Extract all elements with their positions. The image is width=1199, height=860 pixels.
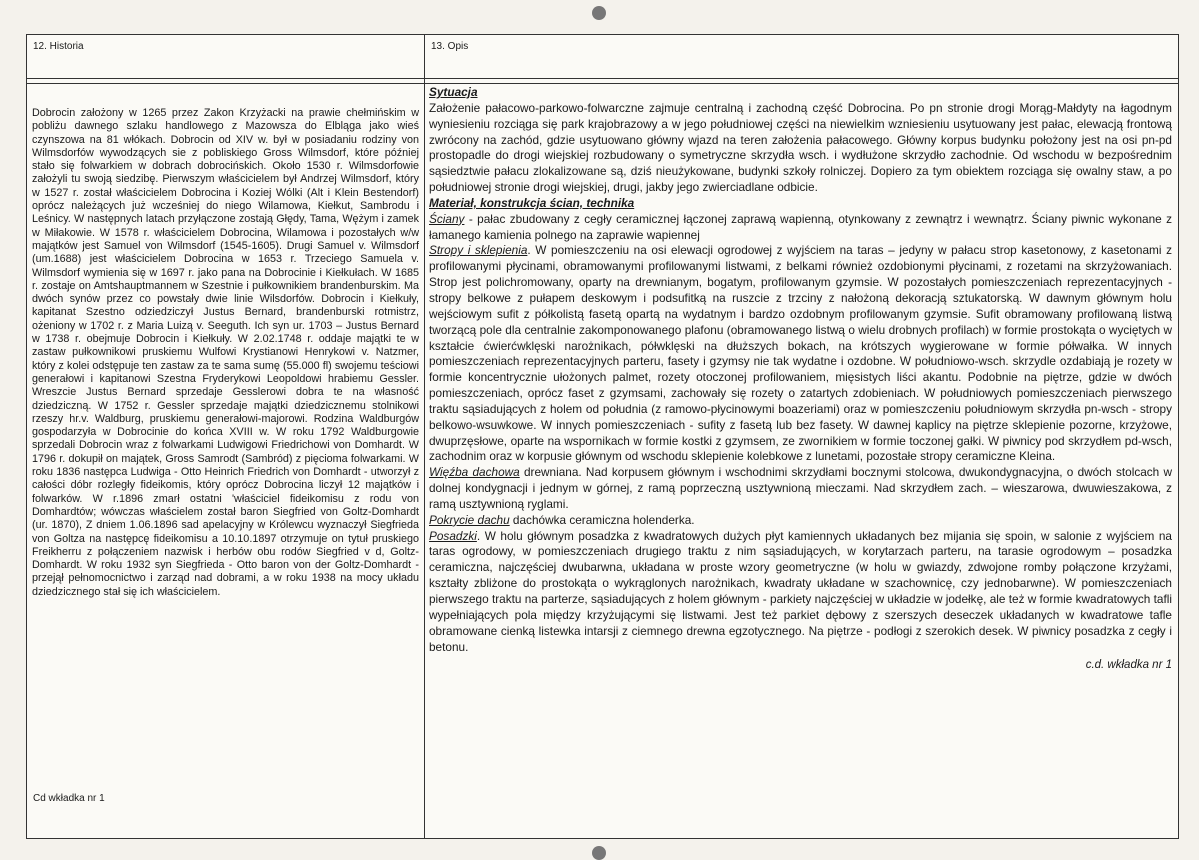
sytuacja-heading: Sytuacja xyxy=(429,85,478,99)
form-sheet xyxy=(26,34,1179,839)
posadzki-text: . W holu głównym posadzka z kwadratowych dużych płyt kamiennych układanych bez mijania się spoin, w salonie z wyjściem na taras ogrodowy, w pomieszczeniach drugiego traktu z nim sąsiadujących, w korytarzach parteru, na tarasie ogrodowym – posadzka ceramiczna, najczęściej dwubarwna, układana w proste wzory geometryczne (w holu w gwiazdy, zdwojone romby połączone krzyżami, kształty zbliżone do prostokąta o wykrąglonych narożnikach, kwadraty układane w szachownicę, czy jednobarwne). W pomieszczeniach pierwszego traktu na parterze, sąsiadujących z holem głównym - parkiety najczęściej w układzie w jodełkę, ale też w formie kwadratowych tafli wypełniających pola między krzyżującymi się listwami. Jest też parkiet dębowy z szerszych deseczek układanych w kwadratowe tafle obramowane cienką listewka intarsji z ciemnego drewna egzotycznego. Na piętrze - podłogi z szerokich desek. W piwnicy posadzka z cegły i betonu. xyxy=(429,528,1172,654)
historia-header: 12. Historia xyxy=(27,35,425,79)
historia-column xyxy=(27,79,425,838)
posadzki-label: Posadzki xyxy=(429,528,477,543)
stropy-text: . W pomieszczeniu na osi elewacji ogrodowej z wyjściem na taras – jedyny w pałacu strop kasetonowy, z kasetonami z profilowanymi płycinami, obramowanymi profilowanymi listwami, z belkami również ozdobionymi płycinami, z rozetami na skrzyżowaniach. Strop jest polichromowany, oparty na drewnianym, bogatym, profilowanym gzymsie. W pozostałych pomieszczeniach reprezentacyjnych - stropy belkowe z pułapem deskowym i podsufitką na ruszcie z trzciny z nałożoną dekoracją sztukatorską. W dawnym głównym holu wejściowym sufit z półkolistą fasetą opartą na wydatnym i bardzo ozdobnym profilowanym gzymsie. Sufit obramowany profilowaną listwą tworzącą pole dla centralnie zakomponowanego plafonu (obramowanego listwą o wielu drobnych profilach) w formie prostokąta o wyciętych w kształcie ćwierćwklęski narożnikach, półwklęski na dłuższych bokach, na krótszych wygierowane w formie półwałka. W innych pomieszczeniach reprezentacyjnych parteru, fasety i gzymsy nie tak wydatne i ozdobne. W południowo-wsch. skrzydle ozdabiają je rozety w formie koncentrycznie ułożonych palmet, rozety otoczonej profilowaniem, mięsistych liści akantu. Podobnie na piętrze, gdzie w dwóch pomieszczeniach, oprócz faset z gzymsami, zachowały się rozety o zatartych zdobieniach. W południowych pomieszczeniach pierwszego traktu sąsiadujących z holem od południa (z ramowo-płycinowymi boazeriami) oraz w pomieszczeniu południowym skrzydła pn-wsch - stropy belkowo-wsuwkowe. W innych pomieszczeniach - sufity z fasetą lub bez fasety. W dawnej kaplicy na piętrze sklepienie pozorne, krzyżowe, dwuprzęsłowe, oparte na wspornikach w formie kostki z gzymsem, ze zwornikiem w formie toczonej gałki. W piwnicy pod skrzydłem pd-wsch, zachodnim oraz w korpusie głównym od wschodu sklepienie kolebkowe z lunetami, pozostałe stropy ceramiczne Kleina. xyxy=(429,243,1172,464)
material-heading: Materiał, konstrukcja ścian, technika xyxy=(429,195,635,210)
stropy-label: Stropy i sklepienia xyxy=(429,243,528,258)
scan-hole-bottom xyxy=(592,846,606,860)
historia-continuation: Cd wkładka nr 1 xyxy=(33,793,105,804)
pokrycie-paragraph xyxy=(429,513,1172,529)
stropy-paragraph xyxy=(429,243,1172,465)
pokrycie-label: Pokrycie dachu xyxy=(429,512,510,527)
posadzki-paragraph xyxy=(429,529,1172,656)
wiezba-label: Więźba dachowa xyxy=(429,465,520,480)
scan-hole-top xyxy=(592,6,606,20)
pokrycie-text: dachówka ceramiczna holenderka. xyxy=(509,512,695,527)
opis-body xyxy=(429,85,1172,674)
sciany-text: - pałac zbudowany z cegły ceramicznej łączonej zaprawą wapienną, otynkowany z zewnątrz i wewnątrz. Ściany piwnic wykonane z łamanego kamienia polnego na zaprawie wapiennej xyxy=(429,211,1172,242)
opis-column xyxy=(425,79,1178,838)
wiezba-paragraph xyxy=(429,465,1172,513)
sciany-label: Ściany xyxy=(429,211,465,226)
sytuacja-text: Założenie pałacowo-parkowo-folwarczne zajmuje centralną i zachodną część Dobrocina. Po pn stronie drogi Morąg-Małdyty na łagodnym wyniesieniu rozciąga się park krajobrazowy a w jego południowej części na niewielkim wzniesieniu usytuowany jest pałac, elewacją frontową zwrócony na zachód, gdzie usytuowano główny wjazd na teren założenia pałacowego. Główny korpus budynku położony jest na osi pn-pd prostopadle do drogi wiejskiej rozbudowany o symetryczne skrzydła wsch. i wydłużone skrzydło zachodnie. Od wschodu w bezpośrednim sąsiedztwie pałacu zlokalizowane są, dziś nieużykowane, budynki szkoły rolniczej. Dopiero za tym obiektem rozciąga się owalny staw, a po południowej stronie drogi wiejskiej, drugi, jakby jego zwierciadlane odbicie. xyxy=(429,100,1172,195)
opis-continuation: c.d. wkładka nr 1 xyxy=(1085,659,1172,672)
opis-header: 13. Opis xyxy=(425,35,1178,79)
wiezba-text: drewniana. Nad korpusem głównym i wschodnimi skrzydłami bocznymi stolcowa, dwukondygnacyjna, o dwóch stolcach w dolnej kondygnacji i jednym w górnej, z ramą poprzeczną usztywnioną mieczami. Nad skrzydłem zach. – wieszarowa, dwuwieszakowa, z ramą usztywnioną ryglami. xyxy=(429,465,1173,511)
sciany-paragraph xyxy=(429,212,1172,244)
historia-text: Dobrocin założony w 1265 przez Zakon Krzyżacki na prawie chełmińskim w pobliżu dawnego szlaku handlowego z Mazowsza do Elbląga jako wieś czynszowa na 81 włókach. Dobrocin od XIV w. był w posiadaniu rodziny von Wilmsdorfów wywodzących sie z pobliskiego Gross Wilmsdorf, które później stało się folwarkiem w dobrach dobrocińskich. Około 1530 r. Wilmsdorfowie założyli tu swoją siedzibę. Pierwszym właścicielem był Andrzej Wilmsdorf, który w 1527 r. został właścicielem Dobrocina i Koziej Wólki (Alt i Klein Bestendorf) oprócz należących już wcześniej do niego Wilamowa, Kiełkut, Sambrodu i Leśnicy. W następnych latach przyłączone zostają Głędy, Tama, Wężym i zamek w Miłakowie. W 1578 r. właścicielem Dobrocina, Wilamowa i pozostałych w/w majątków jest Samuel von Wilmsdorf (1545-1605). Drugi Samuel v. Wilmsdorf (um.1688) jest właścicielem Dobrocina w 1653 r. Trzeciego Samuela v. Wilmsdorf wymienia się w 1697 r. jako pana na Dobrocinie i Kiełkułach. W 1685 r. zostaje on Amtshauptmannem w Szestnie i pułkownikiem brandenburskim. Ma dwóch synów przez co powstały dwie linie Wilsdorfów. Dobrocin i Kiełkuły, kapitanat Szestno odziedziczył Justus Bernard, brandenburski rotmistrz, ożeniony w 1702 r. z Maria Luizą v. Seeguth. Ich syn ur. 1703 – Justus Bernard w 1738 r. obejmuje Dobrocin i Kiełkuły. W 2.02.1748 r. oddaje majątki te w zastaw pułkownikowi pruskiemu Wulfowi Krystianowi Henrykowi v. Natzmer, który z kolei odstępuje ten zastaw za te sama sumę (55.000 fl) swojemu teściowi generałowi i kapitanowi Szestna Fryderykowi Leopoldowi hrabiemu Gessler. Wreszcie Justus Bernard sprzedaje Gesslerowi dobra te na własność dziedziczną. W 1752 r. Gessler sprzedaje majątki dziedzicznemu stolnikowi rzeszy hr.v. Waldburg, pruskiemu generałowi-majorowi. Rodzina Waldburgów gospodarzyła w Dobrocinie do końca XVIII w. W roku 1792 Waldburgowie sprzedali Dobrocin wraz z folwarkami Ludwigowi Friedrichowi von Domhardt. W 1796 r. dokupił on majątek, Gross Samrodt (Sambród) z pięcioma folwarkami. W roku 1836 następca Ludwiga - Otto Heinrich Friedrich von Domhardt - utworzył z całości dóbr rozległy fideikomis, który oprócz Dobrocina liczył 12 majątków i folwarków. W r.1896 zmarł ostatni 'właściciel fideikomisu z rodu von Domhardtów; wówczas właścielem został baron Siegfried von Goltz-Domhardt (ur. 1870), Z dniem 1.06.1896 sad apelacyjny w Królewcu wyznaczył Siegfrieda von Goltza na następcę fideikomisu a 10.10.1897 otrzymuje on tytuł pruskiego Freikherru z połączeniem nazwisk i herbów obu rodów Siegfried v d, Goltz-Domhardt. W roku 1932 syn Siegfrieda - Otto baron von der Goltz-Domhardt - przejął pełnomocnictwo i zarząd nad dobrami, a w roku 1938 na mocy układu dziedzicznego stał się ich właścicielem. xyxy=(32,107,419,598)
